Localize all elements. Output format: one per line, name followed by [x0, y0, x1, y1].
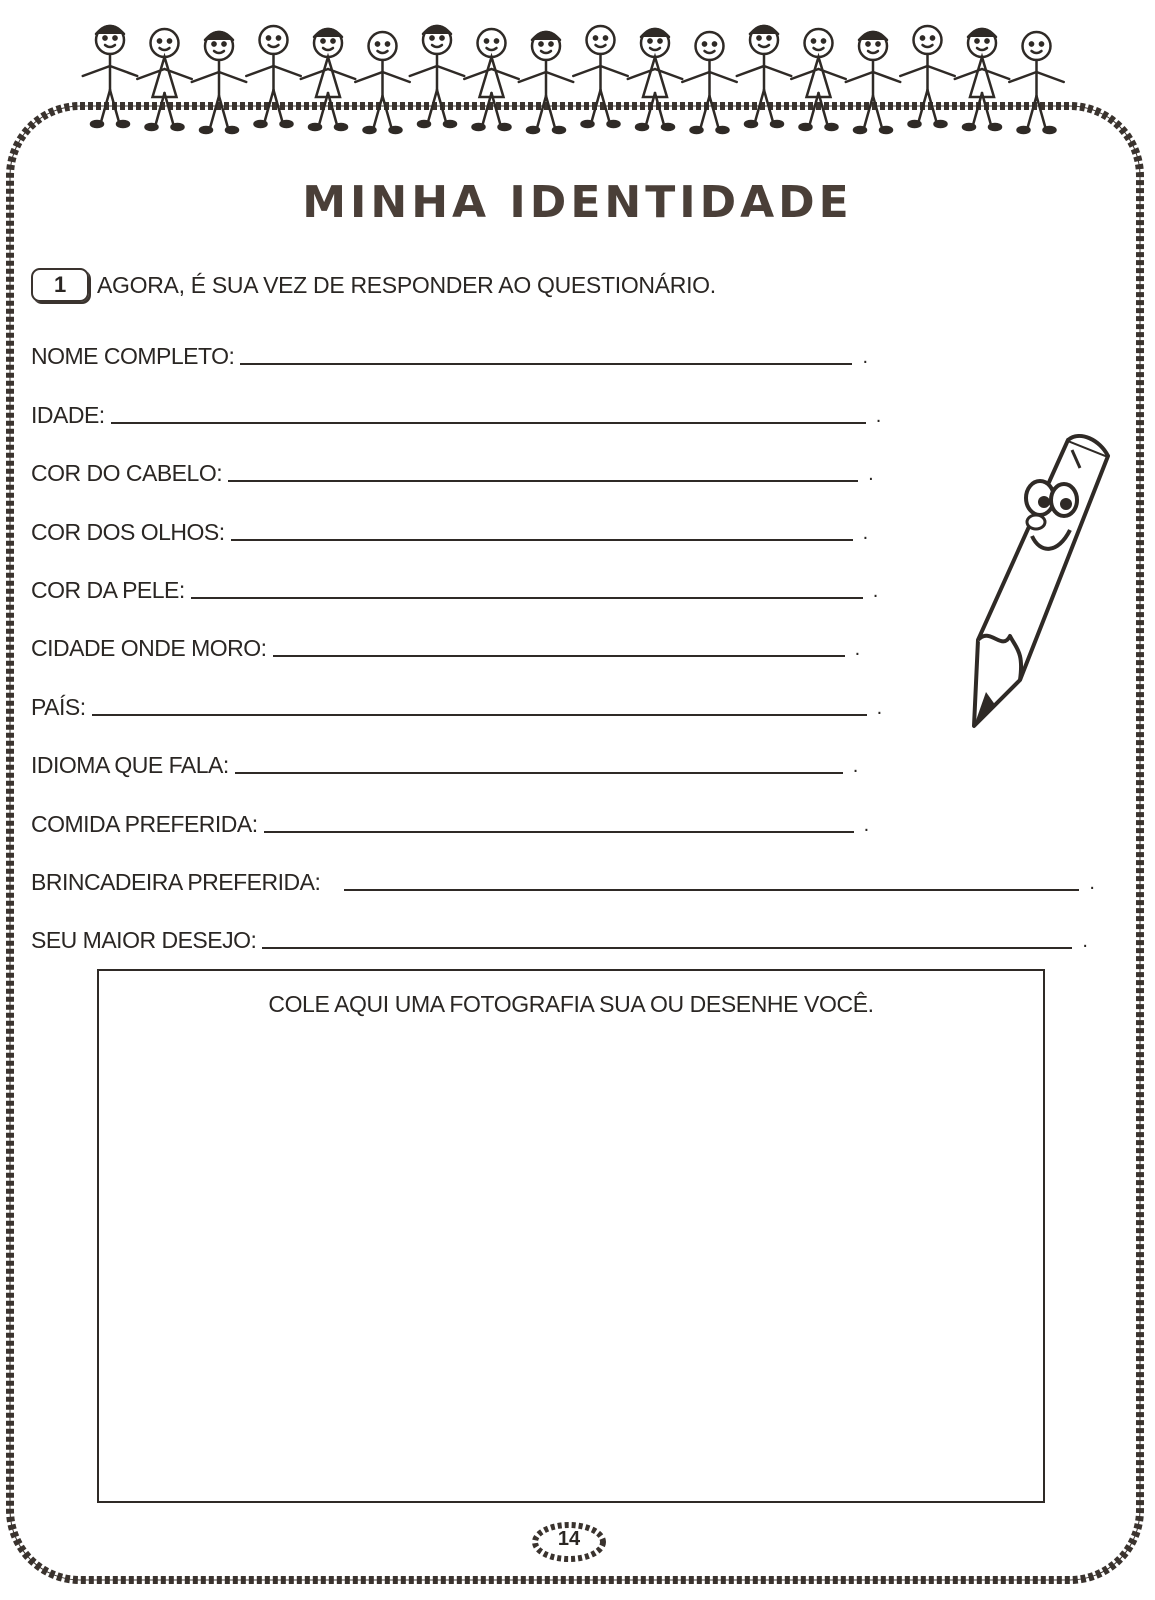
page-title: MINHA IDENTIDADE: [302, 177, 853, 229]
child-figure: [137, 29, 192, 130]
field-nome-completo: [31, 325, 1141, 383]
child-figure: [519, 32, 574, 133]
child-figure: [573, 26, 628, 127]
child-figure: [846, 32, 901, 133]
question-number-badge: 1: [31, 268, 89, 302]
child-figure: [410, 26, 465, 127]
child-figure: [246, 26, 301, 127]
field-label: BRINCADEIRA PREFERIDA:: [31, 868, 321, 895]
children-holding-hands-illustration: [80, 6, 1070, 141]
question-prompt: [31, 268, 716, 302]
field-label: IDIOMA QUE FALA:: [31, 752, 229, 779]
field-label: CIDADE ONDE MORO:: [31, 635, 267, 662]
line-end-dot: .: [1082, 930, 1088, 953]
answer-line[interactable]: [235, 771, 843, 774]
child-figure: [682, 32, 737, 133]
child-figure: [737, 26, 792, 127]
field-label: COR DOS OLHOS:: [31, 518, 225, 545]
child-figure: [791, 29, 846, 130]
line-end-dot: .: [868, 463, 874, 486]
child-figure: [464, 29, 519, 130]
field-label: COR DA PELE:: [31, 576, 185, 603]
child-figure: [83, 26, 138, 127]
child-figure: [900, 26, 955, 127]
page-number-text: 14: [557, 1528, 581, 1550]
field-comida-preferida: [31, 792, 1141, 850]
line-end-dot: .: [863, 813, 869, 836]
answer-line[interactable]: [191, 596, 863, 599]
field-label: PAÍS:: [31, 693, 86, 720]
answer-line[interactable]: [273, 654, 845, 657]
line-end-dot: .: [875, 404, 881, 427]
question-text: AGORA, É SUA VEZ DE RESPONDER AO QUESTIONÁRIO.: [97, 271, 716, 298]
answer-line[interactable]: [264, 830, 854, 833]
line-end-dot: .: [872, 579, 878, 602]
line-end-dot: .: [862, 521, 868, 544]
child-figure: [192, 32, 247, 133]
field-brincadeira-preferida: [31, 851, 1141, 909]
photo-box-caption: COLE AQUI UMA FOTOGRAFIA SUA OU DESENHE VOCÊ.: [268, 991, 874, 1017]
answer-line[interactable]: [111, 421, 866, 424]
field-label: SEU MAIOR DESEJO:: [31, 927, 257, 954]
child-figure: [355, 32, 410, 133]
line-end-dot: .: [1089, 871, 1095, 894]
child-figure: [1009, 32, 1064, 133]
field-label: NOME COMPLETO:: [31, 343, 235, 370]
photo-drawing-area[interactable]: [97, 969, 1045, 1503]
field-idioma-que-fala: [31, 734, 1141, 792]
child-figure: [301, 29, 356, 130]
answer-line[interactable]: [231, 538, 853, 541]
smiling-pencil-icon: [960, 430, 1120, 740]
field-label: IDADE:: [31, 401, 105, 428]
field-label: COR DO CABELO:: [31, 460, 223, 487]
line-end-dot: .: [852, 755, 858, 778]
line-end-dot: .: [854, 638, 860, 661]
field-label: COMIDA PREFERIDA:: [31, 810, 258, 837]
child-figure: [955, 29, 1010, 130]
child-figure: [628, 29, 683, 130]
answer-line[interactable]: [262, 946, 1072, 949]
line-end-dot: .: [876, 696, 882, 719]
page-number: [527, 1520, 611, 1564]
answer-line[interactable]: [228, 479, 858, 482]
answer-line[interactable]: [240, 362, 852, 365]
answer-line[interactable]: [92, 713, 867, 716]
answer-line[interactable]: [344, 888, 1079, 891]
line-end-dot: .: [862, 346, 868, 369]
field-seu-maior-desejo: [31, 909, 1141, 967]
